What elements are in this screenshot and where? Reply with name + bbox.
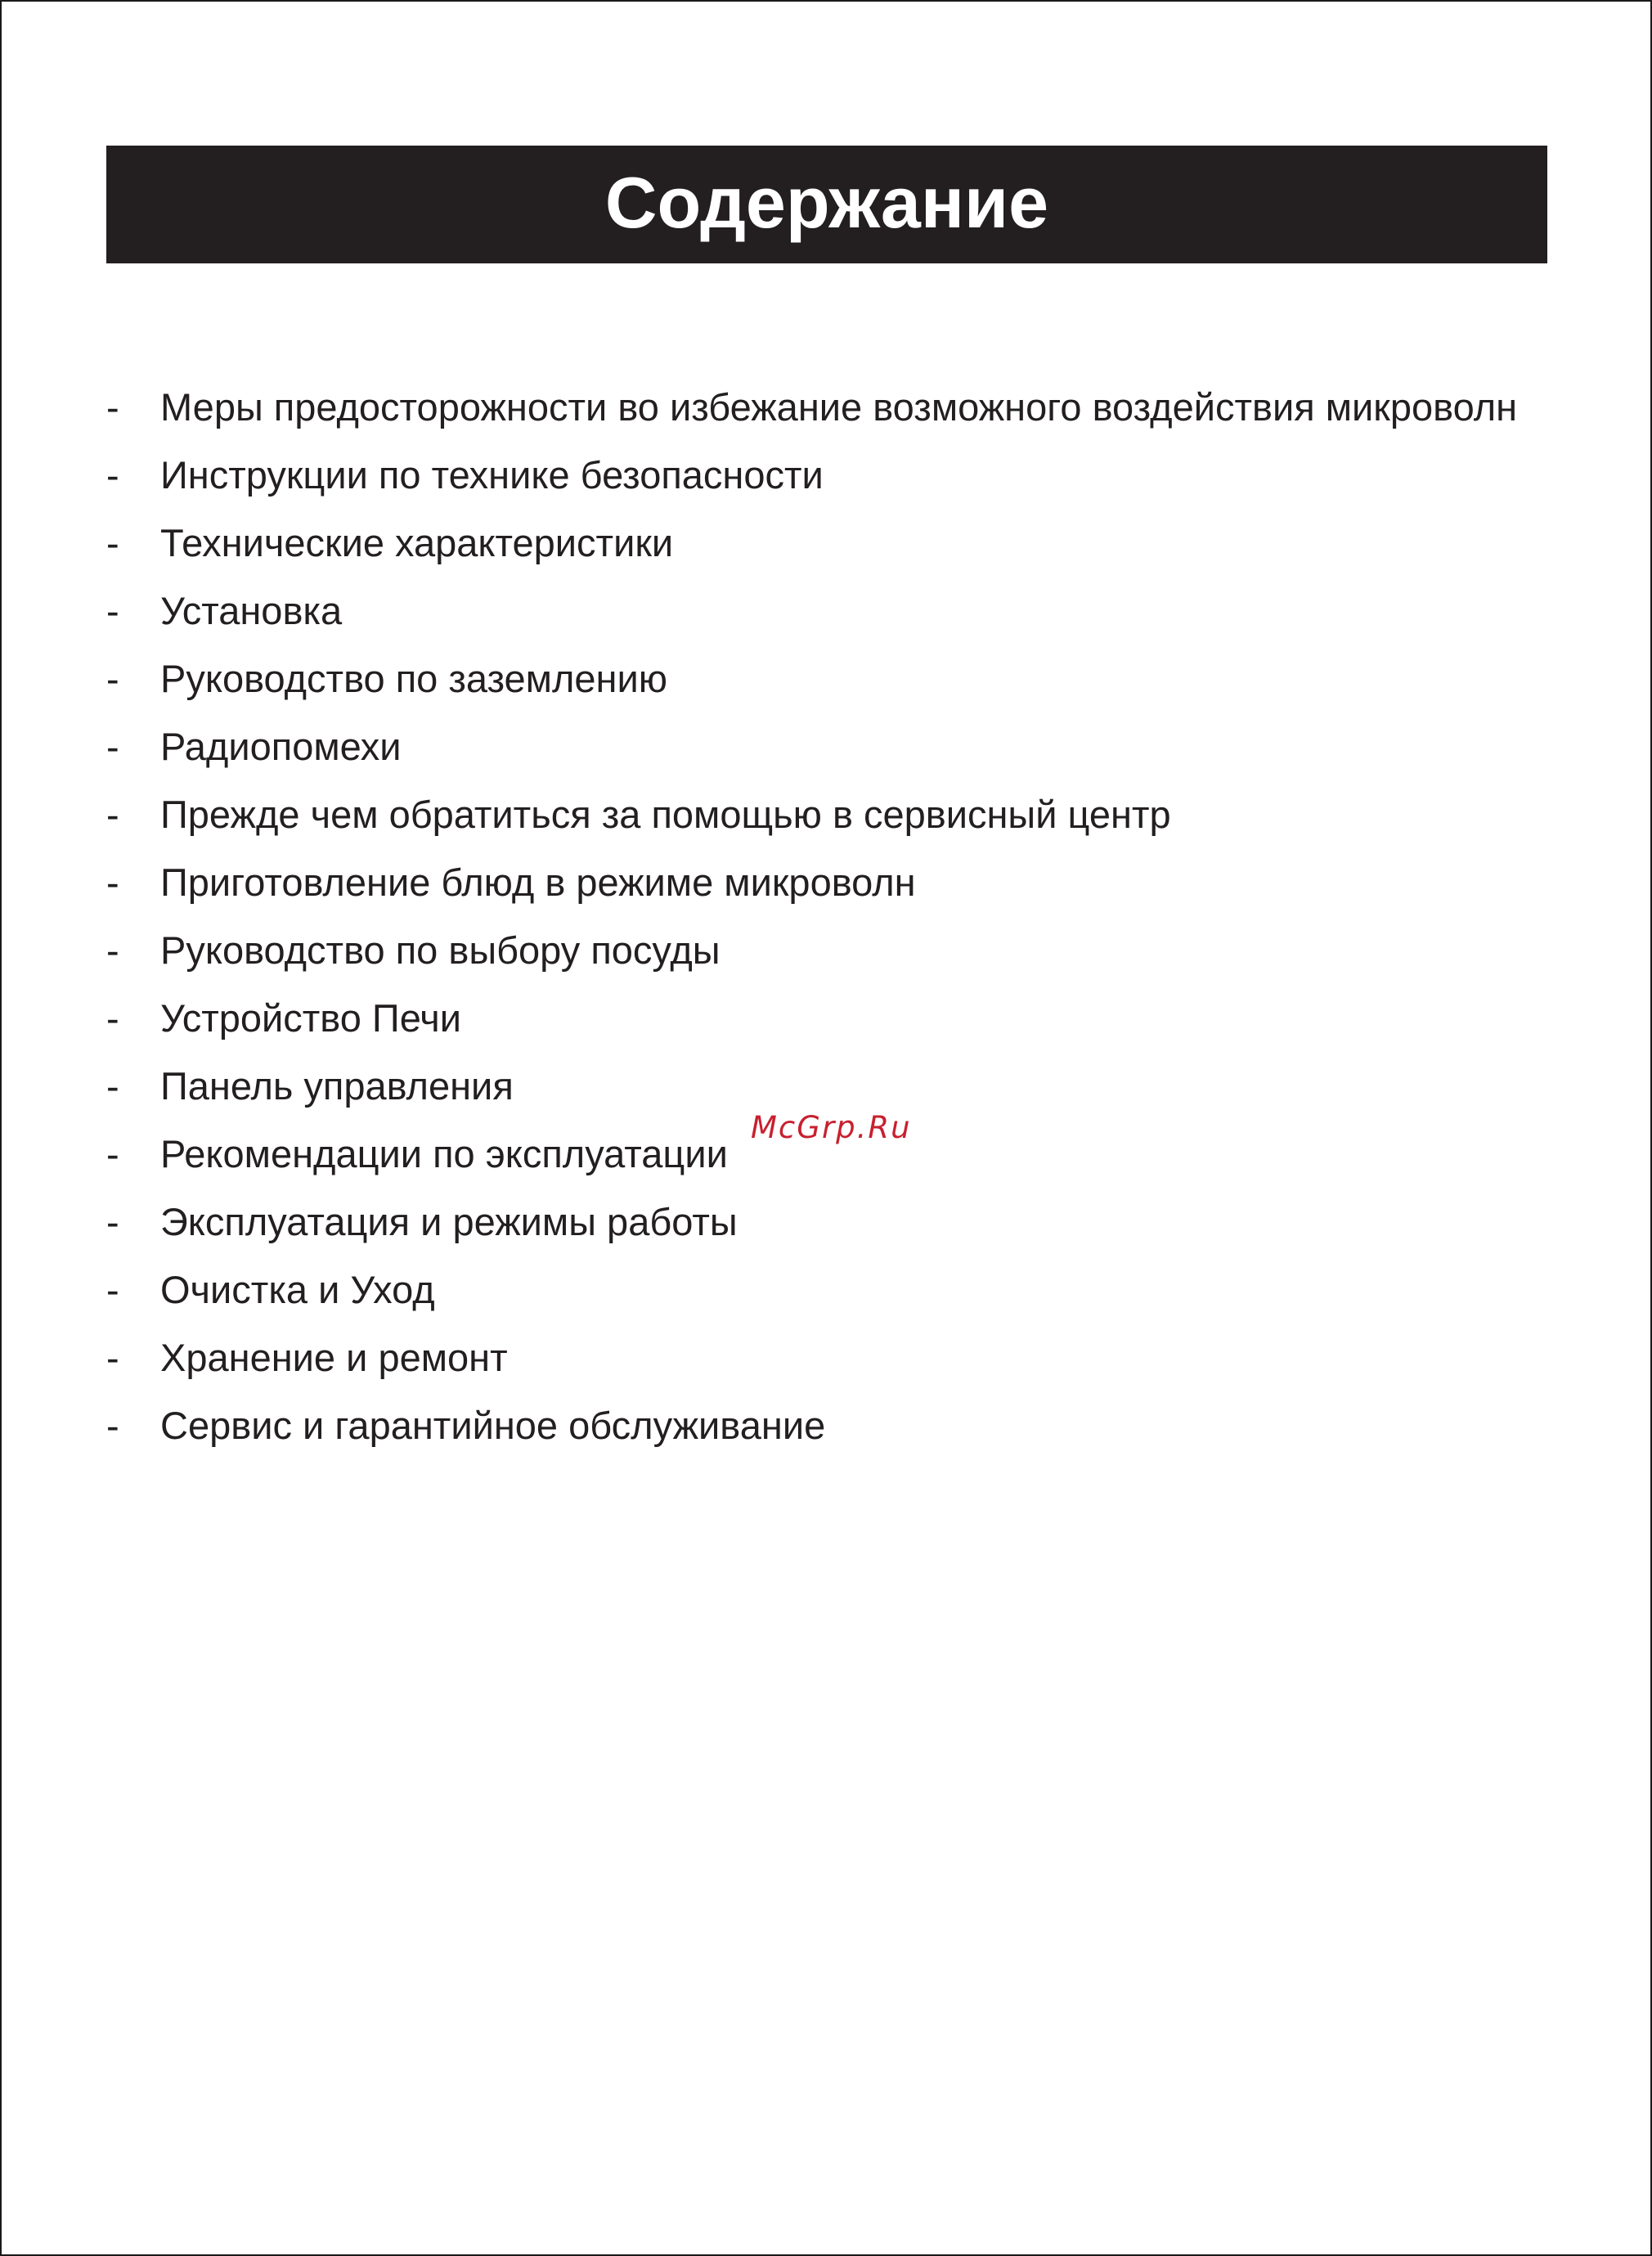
page-title: Содержание [604,162,1049,243]
toc-bullet: - [106,1064,119,1108]
toc-item-label: Устройство Печи [160,996,462,1040]
toc-bullet: - [106,1200,119,1243]
toc-item-label: Меры предосторожности во избежание возможного воздействия микроволн [160,385,1518,429]
toc-item-label: Приготовление блюд в режиме микроволн [160,861,916,904]
toc-bullet: - [106,385,119,429]
toc-bullet: - [106,725,119,768]
toc-bullet: - [106,521,119,564]
toc-item-label: Эксплуатация и режимы работы [160,1200,738,1243]
toc-bullet: - [106,1132,119,1175]
toc-item-label: Установка [160,589,343,632]
toc-item-label: Рекомендации по эксплуатации [160,1132,728,1175]
toc-item-label: Руководство по выбору посуды [160,928,721,972]
toc-item-label: Сервис и гарантийное обслуживание [160,1404,826,1447]
toc-bullet: - [106,996,119,1040]
toc-item [106,1188,1554,1256]
toc-bullet: - [106,793,119,836]
toc-bullet: - [106,657,119,700]
toc-item [106,645,1554,712]
toc-item [106,712,1554,780]
toc-bullet: - [106,453,119,497]
toc-item [106,848,1554,916]
toc-item [106,509,1554,577]
toc-item-label: Инструкции по технике безопасности [160,453,824,497]
toc-item [106,1391,1554,1459]
toc-bullet: - [106,1336,119,1379]
toc-bullet: - [106,1404,119,1447]
toc-item [106,577,1554,645]
toc-item-label: Технические характеристики [160,521,674,564]
watermark-text: McGrp.Ru [751,1110,912,1145]
toc-bullet: - [106,589,119,632]
toc-item-label: Прежде чем обратиться за помощью в сервисный центр [160,793,1171,836]
toc-item-label: Панель управления [160,1064,514,1108]
toc-item-label: Радиопомехи [160,725,402,768]
toc-item [106,1256,1554,1323]
toc-bullet: - [106,861,119,904]
toc-item [106,916,1554,984]
toc-item [106,1323,1554,1391]
title-banner [106,146,1547,263]
toc-item [106,780,1554,848]
toc-item [106,984,1554,1052]
toc-item [106,441,1554,509]
toc-item [106,373,1554,441]
table-of-contents [106,373,1554,1459]
toc-bullet: - [106,1268,119,1311]
toc-item-label: Хранение и ремонт [160,1336,508,1379]
toc-item-label: Руководство по заземлению [160,657,668,700]
toc-item-label: Очистка и Уход [160,1268,435,1311]
toc-bullet: - [106,928,119,972]
